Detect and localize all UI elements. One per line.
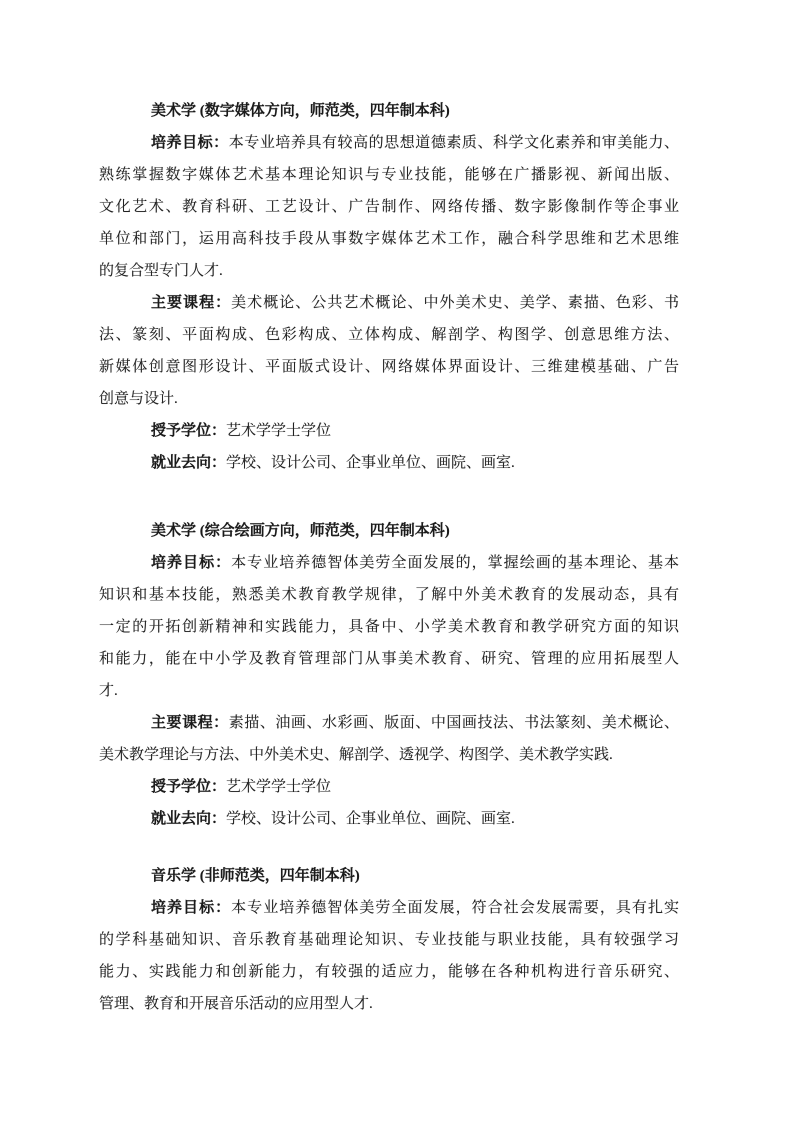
program-paragraph (99, 547, 679, 707)
text-line: 熟练掌握数字媒体艺术基本理论知识与专业技能，能够在广播影视、新闻出版、 (99, 167, 679, 183)
program-section (99, 95, 679, 479)
field-label: 授予学位： (151, 779, 227, 795)
program-title: 美术学 (数字媒体方向，师范类，四年制本科) (151, 103, 450, 119)
text-line: 知识和基本技能，熟悉美术教育教学规律，了解中外美术教育的发展动态，具有 (99, 587, 679, 603)
text-line: 创意与设计. (99, 391, 178, 407)
program-paragraph (99, 415, 679, 447)
document-content (99, 95, 679, 1020)
text-line: 一定的开拓创新精神和实践能力，具备中、小学美术教育和教学研究方面的知识 (99, 619, 679, 635)
text-line: 培养目标：本专业培养德智体美劳全面发展，符合社会发展需要，具有扎实 (151, 900, 679, 916)
program-title: 美术学 (综合绘画方向，师范类，四年制本科) (151, 523, 450, 539)
field-label: 主要课程： (151, 715, 229, 731)
program-section (99, 515, 679, 835)
program-title: 音乐学 (非师范类，四年制本科) (151, 868, 360, 884)
text-line: 培养目标：本专业培养具有较高的思想道德素质、科学文化素养和审美能力、 (151, 135, 679, 151)
program-paragraph (99, 892, 679, 1020)
text-line: 的复合型专门人才. (99, 263, 223, 279)
text-line: 管理、教育和开展音乐活动的应用型人才. (99, 996, 373, 1012)
field-label: 就业去向： (151, 811, 227, 827)
text-line: 才. (99, 683, 118, 699)
program-paragraph (99, 771, 679, 803)
text-line: 能力、实践能力和创新能力，有较强的适应力，能够在各种机构进行音乐研究、 (99, 964, 679, 980)
text-line: 就业去向：学校、设计公司、企事业单位、画院、画室. (151, 811, 515, 827)
field-label: 培养目标： (151, 900, 232, 916)
text-line: 新媒体创意图形设计、平面版式设计、网络媒体界面设计、三维建模基础、广告 (99, 359, 679, 375)
text-line: 就业去向：学校、设计公司、企事业单位、画院、画室. (151, 455, 515, 471)
text-line: 授予学位：艺术学学士学位 (151, 423, 332, 439)
text-line: 培养目标：本专业培养德智体美劳全面发展的，掌握绘画的基本理论、基本 (151, 555, 679, 571)
field-label: 就业去向： (151, 455, 227, 471)
program-paragraph (99, 287, 679, 415)
text-line: 主要课程：素描、油画、水彩画、版面、中国画技法、书法篆刻、美术概论、 (151, 715, 679, 731)
field-label: 培养目标： (151, 135, 229, 151)
text-line: 法、篆刻、平面构成、色彩构成、立体构成、解剖学、构图学、创意思维方法、 (99, 327, 679, 343)
program-paragraph (99, 707, 679, 771)
program-paragraph (99, 447, 679, 479)
program-paragraph (99, 127, 679, 287)
text-line: 主要课程：美术概论、公共艺术概论、中外美术史、美学、素描、色彩、书 (151, 295, 679, 311)
field-label: 培养目标： (151, 555, 232, 571)
text-line: 单位和部门，运用高科技手段从事数字媒体艺术工作，融合科学思维和艺术思维 (99, 231, 679, 247)
text-line: 美术教学理论与方法、中外美术史、解剖学、透视学、构图学、美术教学实践. (99, 747, 613, 763)
program-section (99, 860, 679, 1020)
field-label: 主要课程： (151, 295, 232, 311)
text-line: 文化艺术、教育科研、工艺设计、广告制作、网络传播、数字影像制作等企事业 (99, 199, 679, 215)
text-line: 的学科基础知识、音乐教育基础理论知识、专业技能与职业技能，具有较强学习 (99, 932, 679, 948)
program-paragraph (99, 803, 679, 835)
text-line: 和能力，能在中小学及教育管理部门从事美术教育、研究、管理的应用拓展型人 (99, 651, 679, 667)
text-line: 授予学位：艺术学学士学位 (151, 779, 332, 795)
field-label: 授予学位： (151, 423, 227, 439)
